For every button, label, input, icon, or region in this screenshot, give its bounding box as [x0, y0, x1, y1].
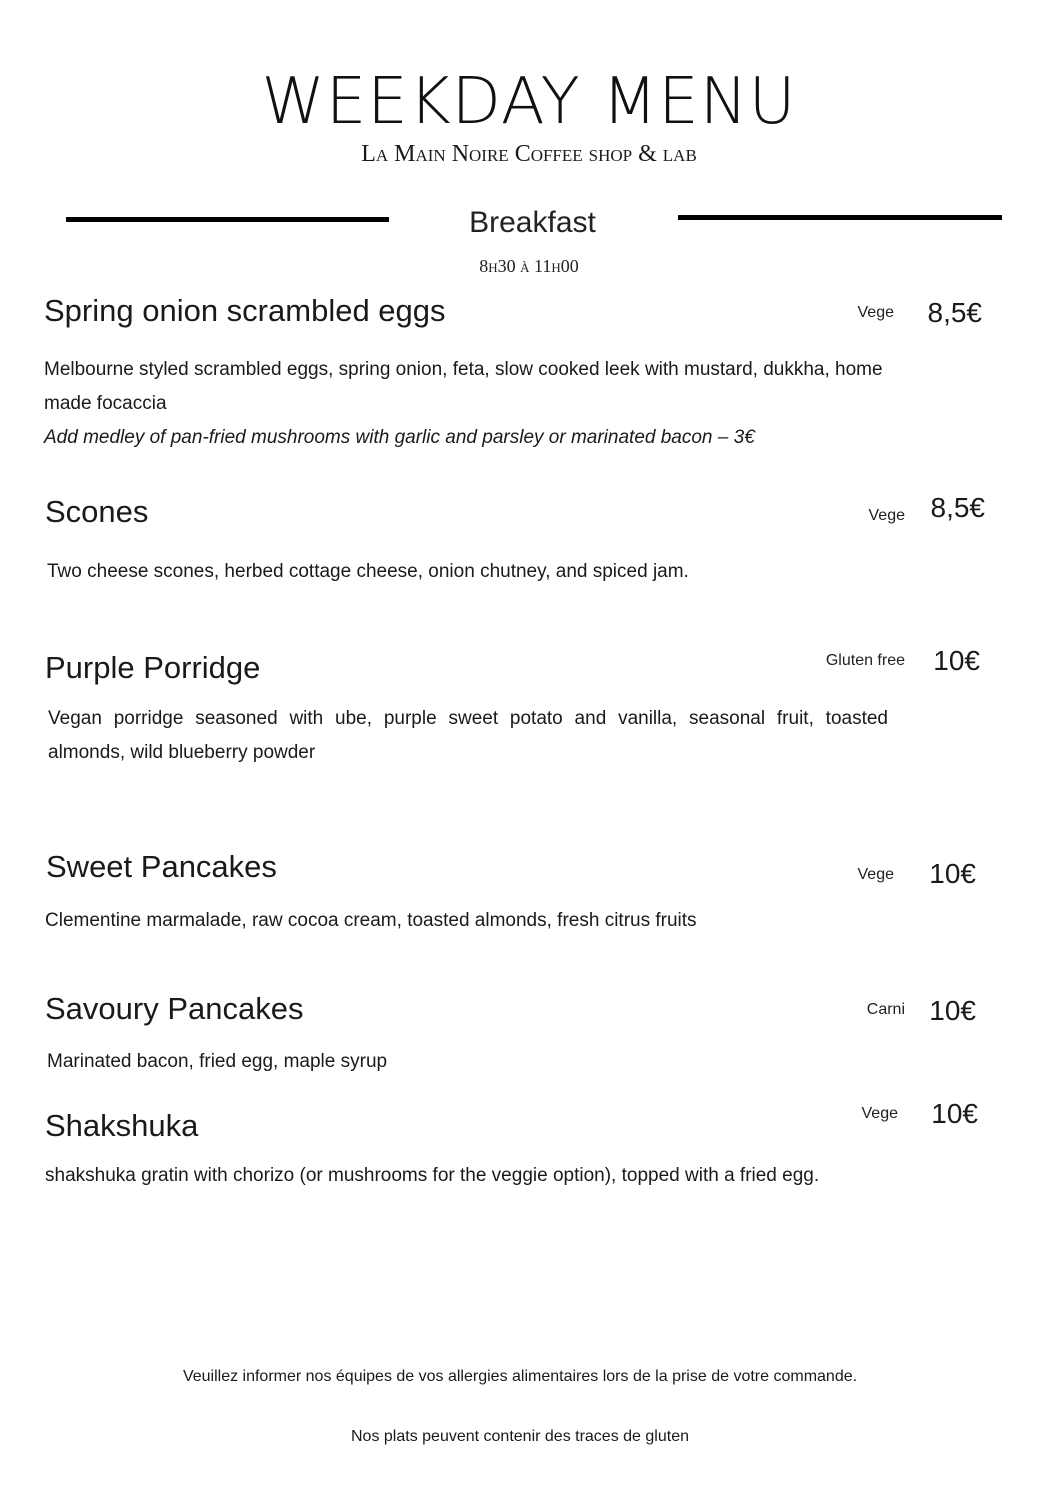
item-description: Clementine marmalade, raw cocoa cream, toasted almonds, fresh citrus fruits — [45, 910, 697, 931]
item-addon: Add medley of pan-fried mushrooms with garlic and parsley or marinated bacon – 3€ — [44, 427, 755, 448]
item-description: Vegan porridge seasoned with ube, purple sweet potato and vanilla, seasonal fruit, toasted almonds, wild blueberry powder — [48, 708, 888, 763]
item-description: shakshuka gratin with chorizo (or mushrooms for the veggie option), topped with a fried egg. — [45, 1165, 820, 1186]
item-tag: Vege — [857, 866, 894, 883]
item-name: Spring onion scrambled eggs — [44, 293, 446, 328]
item-price: 10€ — [933, 645, 980, 676]
shop-subtitle: La Main Noire Coffee shop & lab — [361, 141, 697, 167]
item-tag: Vege — [857, 304, 894, 321]
item-name: Shakshuka — [45, 1108, 199, 1143]
item-price: 10€ — [929, 858, 976, 889]
item-name: Purple Porridge — [45, 650, 261, 685]
item-name: Scones — [45, 494, 149, 529]
section-hours: 8h30 à 11h00 — [479, 256, 579, 276]
item-price: 8,5€ — [930, 492, 985, 523]
item-name: Sweet Pancakes — [46, 849, 277, 884]
menu-title: WEEKDAY MENU — [261, 65, 797, 139]
gluten-notice: Nos plats peuvent contenir des traces de gluten — [351, 1428, 689, 1445]
item-tag: Gluten free — [825, 652, 905, 669]
section-title: Breakfast — [469, 206, 596, 239]
item-price: 10€ — [929, 995, 976, 1026]
allergy-notice: Veuillez informer nos équipes de vos allergies alimentaires lors de la prise de votre commande. — [182, 1368, 858, 1385]
item-tag: Vege — [868, 507, 905, 524]
item-tag: Carni — [866, 1001, 905, 1018]
item-price: 8,5€ — [927, 297, 982, 328]
item-name: Savoury Pancakes — [45, 991, 304, 1026]
item-description: Marinated bacon, fried egg, maple syrup — [47, 1051, 388, 1072]
item-description: Melbourne styled scrambled eggs, spring onion, feta, slow cooked leek with mustard, dukkha, home made focaccia — [44, 359, 883, 414]
item-description: Two cheese scones, herbed cottage cheese, onion chutney, and spiced jam. — [47, 561, 689, 582]
item-tag: Vege — [861, 1105, 898, 1122]
item-price: 10€ — [931, 1098, 978, 1129]
